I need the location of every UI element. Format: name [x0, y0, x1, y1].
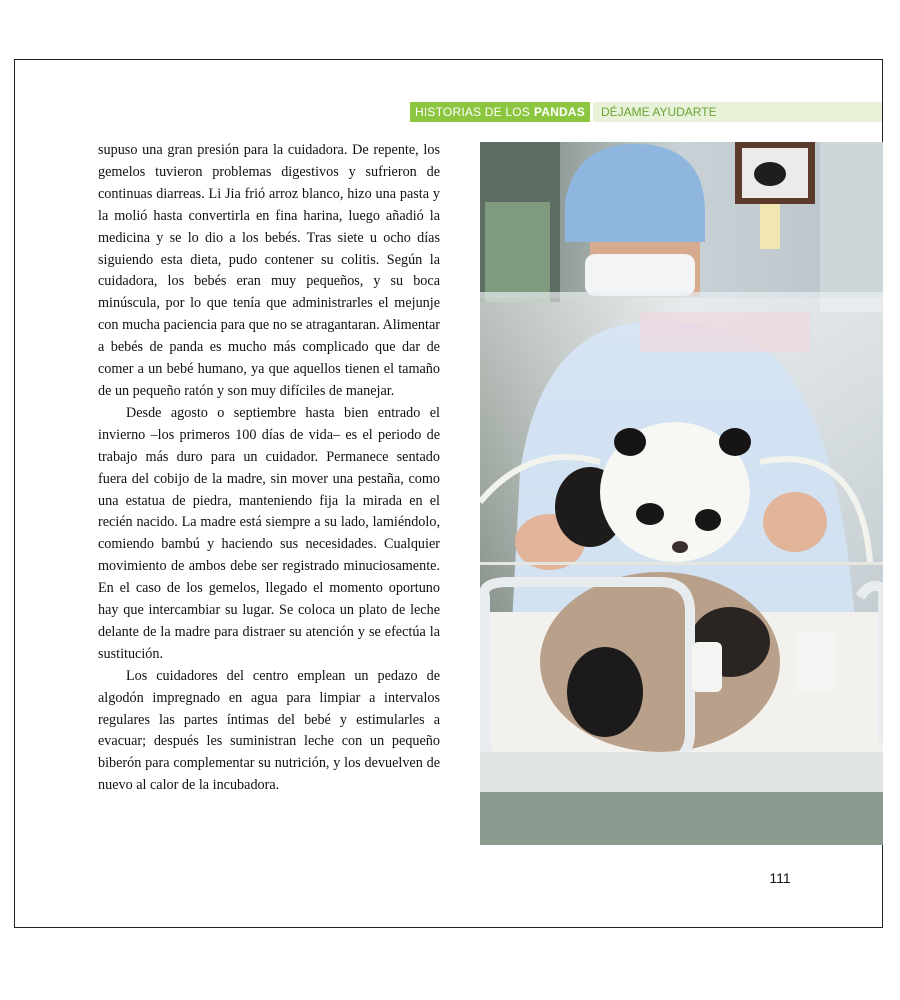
panda-incubator-photo: [480, 142, 883, 845]
body-text-column: [98, 140, 440, 797]
series-title-bold: PANDAS: [534, 105, 585, 119]
paragraph-2: Desde agosto o septiembre hasta bien entrado el invierno –los primeros 100 días de vida– es el periodo de trabajo más duro para un cuidador. Permanece sentado fuera del cobijo de la madre, sin mover una pestaña, como una estatua de piedra, manteniendo fija la mirada en el recién nacido. La madre está siempre a su lado, lamiéndolo, comiendo bambú y haciendo sus necesidades. Cualquier movimiento de ambos debe ser registrado minuciosamente. En el caso de los gemelos, llegado el momento oportuno hay que intercambiar su lugar. Se coloca un plato de leche delante de la madre para distraer su atención y se efectúa la sustitución.: [98, 404, 440, 662]
chapter-title: DÉJAME AYUDARTE: [593, 102, 882, 122]
page-number: 111: [769, 870, 791, 886]
running-header: [410, 102, 882, 122]
series-title-prefix: HISTORIAS DE LOS: [415, 105, 531, 119]
series-title: [410, 102, 590, 122]
paragraph-1: supuso una gran presión para la cuidadora. De repente, los gemelos tuvieron problemas digestivos y sufrieron de continuas diarreas. Li Jia frió arroz blanco, hizo una pasta y la molió hasta convertirla en fina harina, luego añadió la medicina y se lo dio a los bebés. Tras siete u ocho días siguiendo esta dieta, pudo contener su colitis. Según la cuidadora, los bebés eran muy pequeños, y su boca minúscula, por lo que tenía que administrarles el mejunje con mucha paciencia para que no se atragantaran. Alimentar a bebés de panda es mucho más complicado que dar de comer a un bebé humano, ya que aquellos tienen el tamaño de un pequeño ratón y son muy difíciles de manejar.: [98, 142, 440, 399]
paragraph-3: Los cuidadores del centro emplean un pedazo de algodón impregnado en agua para limpiar a intervalos regulares las partes íntimas del bebé y estimularles a evacuar; después les suministran leche con un pequeño biberón para complementar su nutrición, y los devuelven de nuevo al calor de la incubadora.: [98, 667, 440, 794]
